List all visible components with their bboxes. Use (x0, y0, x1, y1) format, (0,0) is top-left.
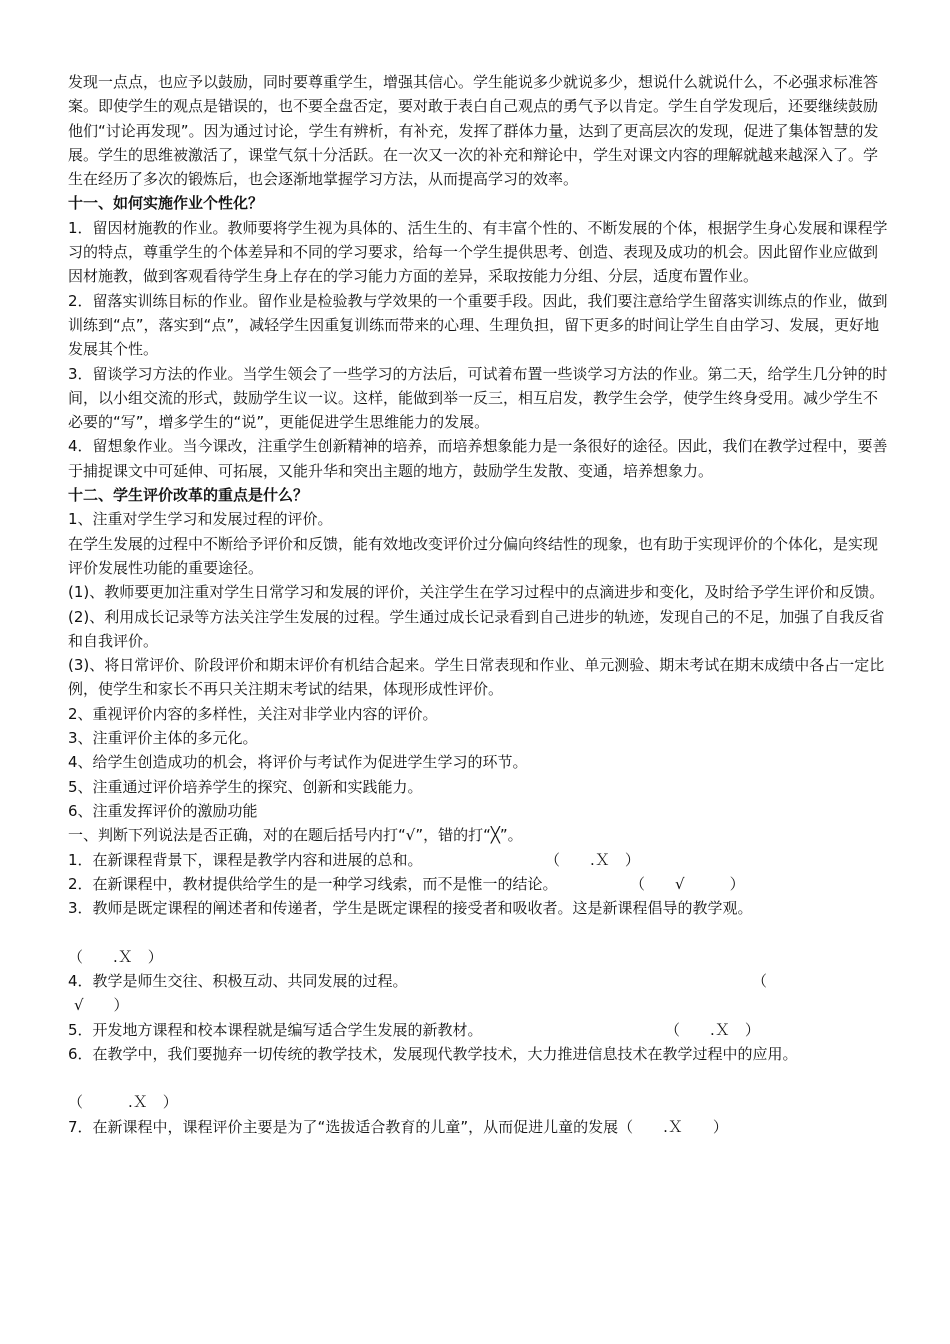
quiz-question-4-answer: √ ） (74, 996, 129, 1015)
section-12-heading: 十二、学生评价改革的重点是什么？ (68, 486, 309, 505)
section-12-subitem-3: (3)、将日常评价、阶段评价和期末评价有机结合起来。学生日常表现和作业、单元测验、期末考试在期末成绩中各占一定比例，使学生和家长不再只关注期末考试的结果，体现形成性评价。 (68, 656, 885, 699)
quiz-question-1-answer: （ .Ｘ ） (552, 850, 640, 869)
section-12-subitem-2: (2)、利用成长记录等方法关注学生发展的过程。学生通过成长记录看到自己进步的轨迹，发现自己的不足，加强了自我反省和自我评价。 (68, 607, 885, 650)
section-12-item-3: 3、注重评价主体的多元化。 (68, 729, 258, 748)
quiz-question-4-text: 4．教学是师生交往、积极互动、共同发展的过程。 (68, 971, 408, 990)
quiz-question-2-answer: （ √ ） (637, 874, 745, 893)
section-11-item-4: 4．留想象作业。当今课改，注重学生创新精神的培养，而培养想象能力是一条很好的途径。因此，我们在教学过程中，要善于捕捉课文中可延伸、可拓展，又能升华和突出主题的地方，鼓励学生发散、变通，培养想象力。 (68, 437, 888, 480)
section-11-item-3: 3．留谈学习方法的作业。当学生领会了一些学习的方法后，可试着布置一些谈学习方法的作业。第二天，给学生几分钟的时间，以小组交流的形式，鼓励学生议一议。这样，能做到举一反三，相互启发，教学生会学，使学生终身受用。减少学生不必要的“写”，增多学生的“说”，更能促进学生思维能力的发展。 (68, 364, 888, 432)
blank-line (68, 1066, 890, 1090)
section-12-item-5: 5、注重通过评价培养学生的探究、创新和实践能力。 (68, 777, 423, 796)
quiz-question-4-answer-open: （ (759, 971, 768, 990)
quiz-question-4 (68, 969, 890, 993)
quiz-question-5-text: 5．开发地方课程和校本课程就是编写适合学生发展的新教材。 (68, 1020, 483, 1039)
quiz-question-7 (68, 1115, 890, 1139)
quiz-question-7-answer: （ .Ｘ ） (618, 1117, 728, 1136)
quiz-question-1-text: 1．在新课程背景下，课程是教学内容和进展的总和。 (68, 850, 423, 869)
section-12-item-1: 1、注重对学生学习和发展过程的评价。 (68, 510, 333, 529)
intro-paragraph: 发现一点点，也应予以鼓励，同时要尊重学生，增强其信心。学生能说多少就说多少，想说什么就说什么，不必强求标准答案。即使学生的观点是错误的，也不要全盘否定，要对敢于表白自己观点的勇气予以肯定。学生自学发现后，还要继续鼓励他们“讨论再发现”。因为通过讨论，学生有辨析，有补充，发挥了群体力量，达到了更高层次的发现，促进了集体智慧的发展。学生的思维被激活了，课堂气氛十分活跃。在一次又一次的补充和辩论中，学生对课文内容的理解就越来越深入了。学生在经历了多次的锻炼后，也会逐渐地掌握学习方法，从而提高学习的效率。 (68, 73, 879, 189)
quiz-question-5-answer: （ .Ｘ ） (672, 1020, 760, 1039)
quiz-question-6: 6．在教学中，我们要抛弃一切传统的教学技术，发展现代教学技术，大力推进信息技术在教学过程中的应用。 (68, 1044, 798, 1063)
section-12-subitem-1: (1)、教师要更加注重对学生日常学习和发展的评价，关注学生在学习过程中的点滴进步和变化，及时给予学生评价和反馈。 (68, 583, 885, 602)
section-11-item-1: 1．留因材施教的作业。教师要将学生视为具体的、活生生的、有丰富个性的、不断发展的个体，根据学生身心发展和课程学习的特点，尊重学生的个体差异和不同的学习要求，给每一个学生提供思考、创造、表现及成功的机会。因此留作业应做到因材施教，做到客观看待学生身上存在的学习能力方面的差异，采取按能力分组、分层，适度布置作业。 (68, 218, 888, 286)
quiz-question-3: 3．教师是既定课程的阐述者和传递者，学生是既定课程的接受者和吸收者。这是新课程倡导的教学观。 (68, 899, 753, 918)
quiz-question-3-answer: （ .Ｘ ） (68, 947, 163, 966)
section-11-item-2: 2．留落实训练目标的作业。留作业是检验教与学效果的一个重要手段。因此，我们要注意给学生留落实训练点的作业，做到训练到“点”，落实到“点”，减轻学生因重复训练而带来的心理、生理负担，留下更多的时间让学生自由学习、发展，更好地发展其个性。 (68, 291, 888, 359)
blank-line (68, 920, 890, 944)
section-12-item-2: 2、重视评价内容的多样性，关注对非学业内容的评价。 (68, 704, 438, 723)
section-11-heading: 十一、如何实施作业个性化？ (68, 194, 264, 213)
section-12-item-6: 6、注重发挥评价的激励功能 (68, 801, 258, 820)
quiz-question-2-text: 2．在新课程中，教材提供给学生的是一种学习线索，而不是惟一的结论。 (68, 874, 558, 893)
quiz-instruction: 一、判断下列说法是否正确，对的在题后括号内打“√”，错的打“╳”。 (68, 826, 523, 845)
quiz-question-6-answer: （ .Ｘ ） (68, 1093, 178, 1112)
section-12-item-4: 4、给学生创造成功的机会，将评价与考试作为促进学生学习的环节。 (68, 753, 528, 772)
quiz-question-7-text: 7．在新课程中，课程评价主要是为了“选拔适合教育的儿童”，从而促进儿童的发展 (68, 1117, 619, 1136)
section-12-item-1-explanation: 在学生发展的过程中不断给予评价和反馈，能有效地改变评价过分偏向终结性的现象，也有助于实现评价的个体化，是实现评价发展性功能的重要途径。 (68, 534, 879, 577)
quiz-question-5 (68, 1018, 890, 1042)
quiz-question-2 (68, 872, 890, 896)
quiz-question-1 (68, 848, 890, 872)
document-page (68, 70, 890, 1139)
